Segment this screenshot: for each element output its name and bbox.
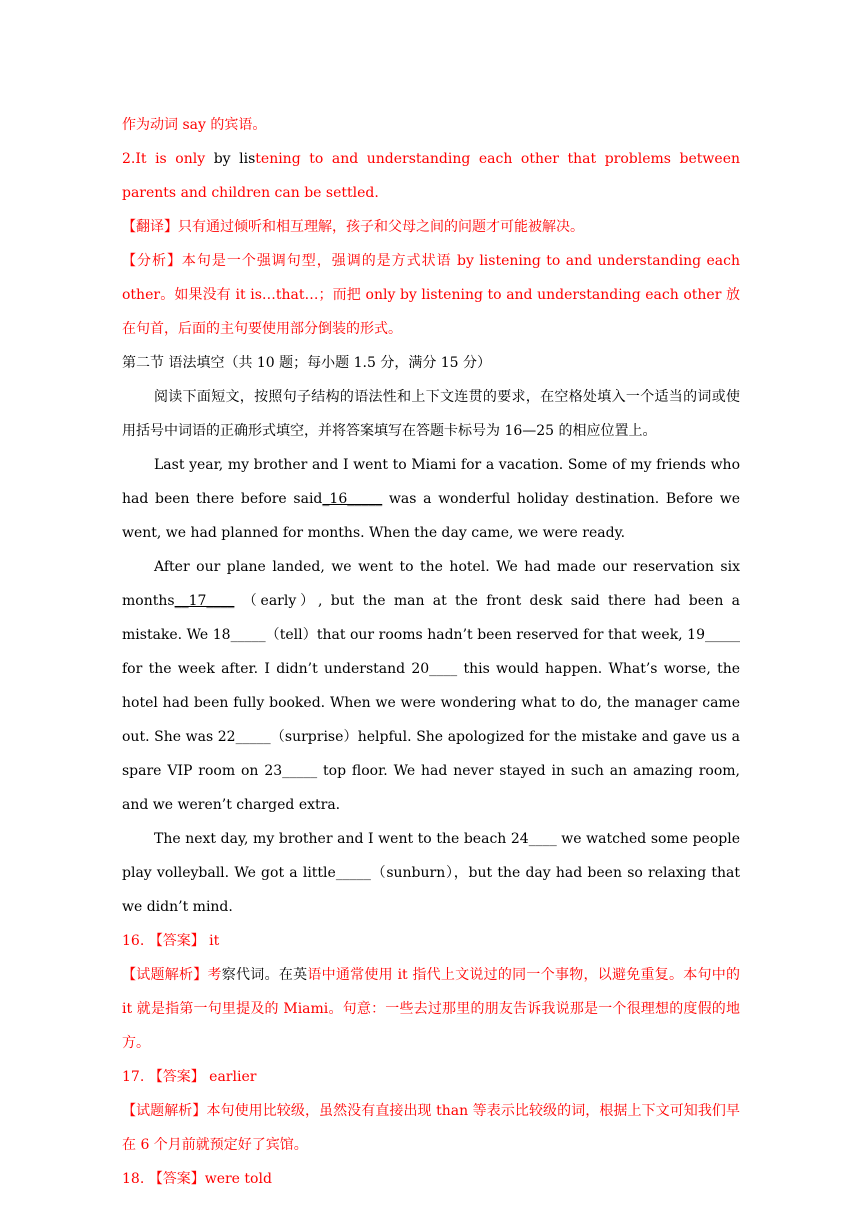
passage-p1-end: was a wonderful holiday destination. Before we went, we had planned for months. When the day came, we were ready. <box>122 491 740 541</box>
blank-17: __17____ <box>174 593 235 609</box>
passage-p2-end: （early）, but the man at the front desk said there had been a mistake. We 18_____（tell）that our rooms hadn’t been reserved for that week, 19_____ for the week after. I didn’t understand 20____ this would happen. What’s worse, the hotel had been fully booked. When we were wondering what to do, the manager came out. She was 22_____（surprise）helpful. She apologized for the mistake and gave us a spare VIP room on 23_____ top floor. We had never stayed in such an amazing room, and we weren’t charged extra. <box>122 593 740 813</box>
item2-sentence-start: 2.It is only <box>122 151 214 167</box>
item2-sentence-black: by lis <box>213 151 256 167</box>
passage-paragraph-1 <box>122 448 740 550</box>
item2-analysis-1: 【分析】本句是一个强调句型，强调的是方式 <box>122 253 422 269</box>
passage-paragraph-2 <box>122 550 740 822</box>
passage-p2-start: After our plane landed, we went to the hotel. We had made our reservation six months <box>122 559 740 609</box>
item2-analysis-3: 。如果没有 it is…that…；而把 only by listening to and understanding each other <box>160 287 726 303</box>
item2-translation: 【翻译】只有通过倾听和相互理解，孩子和父母之间的问题才可能被解决。 <box>122 219 584 235</box>
item2-analysis-4: 放在句首，后面的主句要使用部分倒装的形式。 <box>122 287 740 337</box>
item2-analysis-2: 状语 by listening to and understanding each other <box>122 253 741 303</box>
answer-17-label: 17. 【答案】 earlier <box>122 1069 257 1085</box>
passage-p1-start: Last year, my brother and I went to Miami for a vacation. Some of my friends who had been there before said <box>122 457 740 507</box>
answer-16-exp-1: 【试题解析】考 <box>122 967 222 983</box>
answer-16-exp-2: 语中通常使用 it 指代上文说过的同一个事物，以避免重复。本句中的 it 就是指第一句里提及的 Miami。句意：一些去过那里的朋友告诉我说那是一个很理想的度假的地方。 <box>122 967 741 1051</box>
section-instructions: 阅读下面短文，按照句子结构的语法性和上下文连贯的要求，在空格处填入一个适当的词或使用括号中词语的正确形式填空，并将答案填写在答题卡标号为 16—25 的相应位置上。 <box>122 389 740 439</box>
section-title: 第二节 语法填空（共 10 题；每小题 1.5 分，满分 15 分） <box>122 355 492 371</box>
answer-17-explanation: 【试题解析】本句使用比较级，虽然没有直接出现 than 等表示比较级的词，根据上下文可知我们早在 6 个月前就预定好了宾馆。 <box>122 1103 740 1153</box>
item2-sentence <box>122 142 740 210</box>
passage-paragraph-3: The next day, my brother and I went to the beach 24____ we watched some people play volleyball. We got a little_____（sunburn），but the day had been so relaxing that we didn’t mind. <box>122 831 740 915</box>
answer-18-label: 18. 【答案】were told <box>122 1171 272 1187</box>
item2-analysis <box>122 244 740 346</box>
answer-16-exp-black: 察代词。在英 <box>221 967 308 983</box>
blank-16: _16_____ <box>322 491 383 507</box>
answer-16-explanation <box>122 958 740 1060</box>
page-content <box>122 108 740 1196</box>
answer-16-label: 16. 【答案】 it <box>122 933 220 949</box>
item2-sentence-end: tening to and understanding each other that problems between parents and children can be settled. <box>122 151 740 201</box>
previous-answer-tail: 作为动词 say 的宾语。 <box>122 117 267 133</box>
